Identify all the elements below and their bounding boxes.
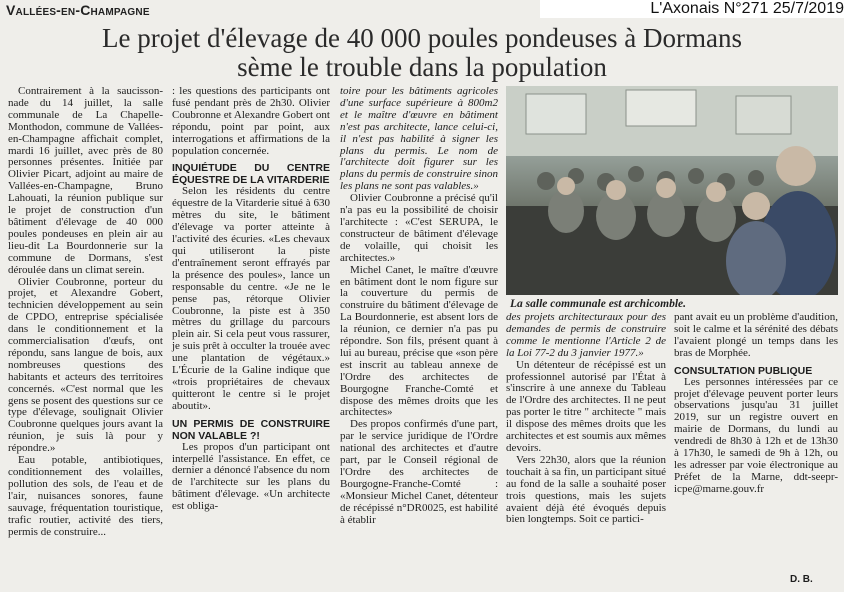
paragraph: Eau potable, antibiotiques, conditionnement des volailles, pollution des sols, de l'eau et de l'air, nuisances sonores, faune sauvage, fréquentation touristique, trafic routier, activité des tiers, permis de construire... xyxy=(8,454,163,538)
photo-caption: La salle communale est archicomble. xyxy=(510,298,686,310)
source-label: L'Axonais N°271 25/7/2019 xyxy=(540,0,844,18)
paragraph: Les personnes intéressées par ce projet d'élevage peuvent porter leurs observations jusqu'au 31 juillet 2019, sur un registre ouvert en mairie de Dormans, du lundi au vendredi de 8h30 à 12h et de 13h30 à 17h30, le samedi de 9h à 12h, ou les adresser par voie électronique au Préfet de la Marne, ddt-seepr-icpe@marne.gouv.fr xyxy=(674,375,838,495)
paragraph: Michel Canet, le maître d'œuvre en bâtiment dont le nom figure sur la couverture du permis de construire du bâtiment d'élevage de La Bourdonnerie, est absent lors de la réunion, ce dernier n'a pas pu répondre. Son fils, présent quant à lui au bureau, précise que «son père est inscrit au tableau annexe de l'Ordre des architectes de Bourgogne Franche-Comté et dispose des mêmes droits que les architectes» xyxy=(340,263,498,419)
article-column-4 xyxy=(506,312,666,526)
paragraph: Olivier Coubronne, porteur du projet, et Alexandre Gobert, technicien développement au sein de CPDO, entreprise spécialisée dans le conditionnement et la commercialisation d'œufs, ont répondu, sans langue de bois, aux nombreuses questions des habitants et acteurs des territoires concernés. «C'est normal que les gens se posent des questions sur ce type d'élevage, soulignait Olivier Coubronne quelques jours avant la réunion, je suis là pour y répondre.» xyxy=(8,275,163,455)
article-column-2 xyxy=(172,86,330,513)
headline-line-1: Le projet d'élevage de 40 000 poules pondeuses à Dormans xyxy=(102,23,742,53)
subheading-consultation: CONSULTATION PUBLIQUE xyxy=(674,364,813,377)
subheading-equestrian: INQUIÉTUDE DU CENTRE ÉQUESTRE DE LA VITARDERIE xyxy=(172,162,330,187)
article-column-5 xyxy=(674,312,838,496)
article-column-3 xyxy=(340,86,498,527)
paragraph: Un détenteur de récépissé est un professionnel autorisé par l'État à s'inscrire à une annexe du Tableau de l'Ordre des architectes. Il ne peut pas porter le titre " architecte " mais il dispose des mêmes droits que les architectes et est soumis aux mêmes devoirs. xyxy=(506,358,666,454)
article-column-1 xyxy=(8,86,163,538)
paragraph: Des propos confirmés d'une part, par le service juridique de l'Ordre national des architectes et d'autre part, par le Conseil régional de l'Ordre des architectes de Bourgogne-Franche-Comté : «Monsieur Michel Canet, détenteur de récépissé n°DR0025, est habilité à établir xyxy=(340,418,498,526)
meeting-photo-illustration xyxy=(506,86,838,295)
paragraph: : les questions des participants ont fusé pendant près de 2h30. Olivier Coubronne et Alexandre Gobert ont répondu, point par point, aux interrogations et affirmations de la population concernée. xyxy=(172,85,330,157)
section-rubric: Vallées-en-Champagne xyxy=(6,2,150,18)
author-signature: D. B. xyxy=(790,574,813,585)
paragraph: Olivier Coubronne a précisé qu'il n'a pas eu la possibilité de choisir l'architecte : «C'est SERUPA, le constructeur de bâtiment d'élevage de volaille, qui choisit les architectes.» xyxy=(340,192,498,264)
paragraph: des projets architecturaux pour des demandes de permis de construire comme le mentionne l'Article 2 de la Loi 77-2 du 3 janvier 1977.» xyxy=(506,311,666,359)
paragraph: Vers 22h30, alors que la réunion touchait à sa fin, un participant situé au fond de la salle a souhaité poser trois questions, mais les sujets avaient déjà été évoqués depuis bien longtemps. Soit ce partici- xyxy=(506,453,666,526)
paragraph: Contrairement à la saucisson-nade du 14 juillet, la salle communale de La Chapelle-Monthodon, commune de Vallées-en-Champagne affichait complet, mardi 16 juillet, avec près de 80 personnes présentes. Initiée par Olivier Picart, adjoint au maire de Vallées-en-Champagne, Bruno Lahouati, la réunion publique sur le projet de construction d'un bâtiment d'élevage de 40 000 poules pondeuses en plein air au lieu-dit La Bourdonnerie sur la commune de Dormans, s'est déroulée dans un climat serein. xyxy=(8,85,163,276)
headline-line-2: sème le trouble dans la population xyxy=(237,52,607,82)
paragraph: toire pour les bâtiments agricoles d'une surface supérieure à 800m2 et le maître d'œuvre en bâtiment n'est pas architecte, lance celui-ci, il n'est pas habilité à signer les plans du permis. Le nom de l'architecte doit figurer sur les plans du permis de construire sinon les plans ne sont pas valables.» xyxy=(340,85,498,193)
meeting-photo xyxy=(506,86,838,295)
paragraph: pant avait eu un problème d'audition, soit le calme et la sérénité des débats l'avaient plongé un temps dans les bras de Morphée. xyxy=(674,311,838,359)
paragraph: Selon les résidents du centre équestre de la Vitarderie situé à 630 mètres du site, le bâtiment d'élevage va porter atteinte à l'activité des écuries. «Les chevaux qui utiliseront la piste d'entraînement seront effrayés par la présence des poules», lance un responsable du centre. «Je ne le pense pas, rétorque Olivier Coubronne, la piste est à 350 mètres du grillage du parcours plein air. Si cela peut vous rassurer, je suis prêt à occulter la trouée avec une plantation de végétaux.» L'Écurie de la Galine indique que «trois propriétaires de chevaux quitteront le centre si le projet aboutit». xyxy=(172,185,330,412)
subheading-permit: UN PERMIS DE CONSTRUIRE NON VALABLE ?! xyxy=(172,417,330,442)
paragraph: Les propos d'un participant ont interpellé l'assistance. En effet, ce dernier a dénoncé l'absence du nom de l'architecte sur les plans du bâtiment d'élevage. «Un architecte est obliga- xyxy=(172,440,330,513)
